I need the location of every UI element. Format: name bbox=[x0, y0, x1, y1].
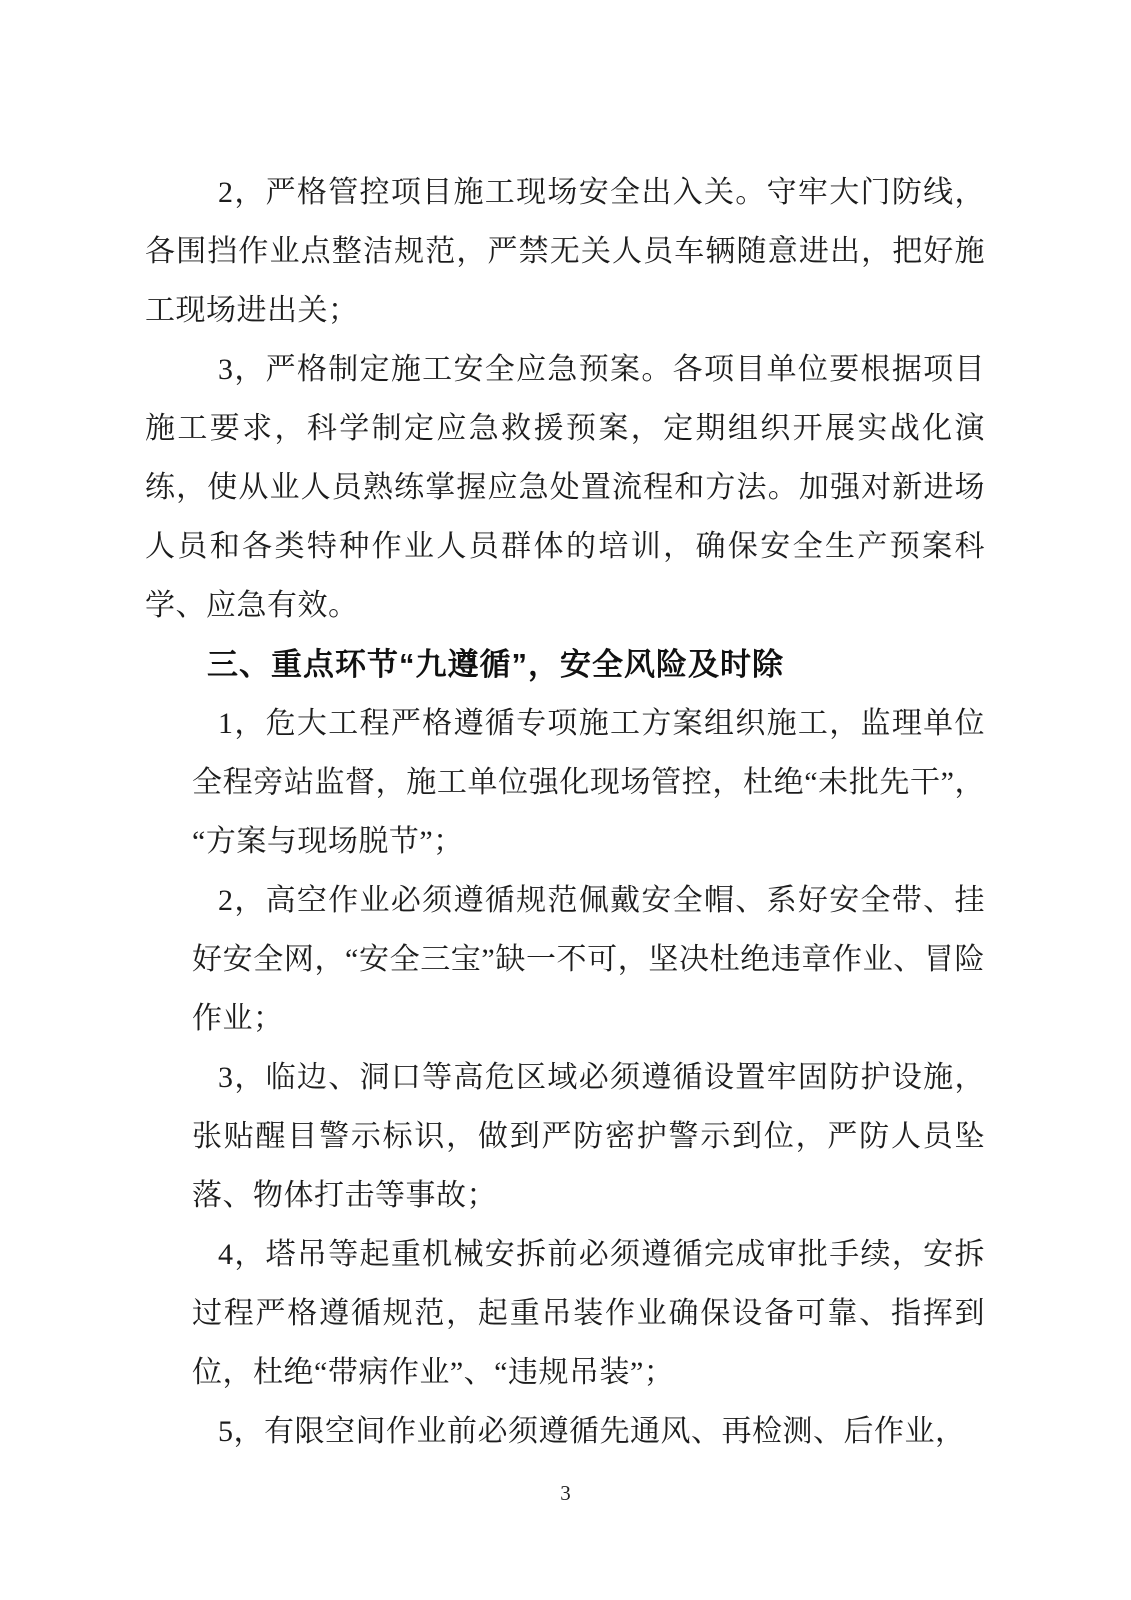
paragraph-emergency-plan: 3，严格制定施工安全应急预案。各项目单位要根据项目施工要求，科学制定应急救援预案，定期组织开展实战化演练，使从业人员熟练掌握应急处置流程和方法。加强对新进场人员和各类特种作业人员群体的培训，确保安全生产预案科学、应急有效。 bbox=[145, 353, 985, 622]
list-item-work-at-height: 2，高空作业必须遵循规范佩戴安全帽、系好安全带、挂好安全网，“安全三宝”缺一不可，坚决杜绝违章作业、冒险作业； bbox=[192, 884, 985, 1035]
page-number: 3 bbox=[560, 1481, 571, 1505]
section-heading-key-links: 三、重点环节“九遵循”，安全风险及时除 bbox=[207, 647, 784, 682]
list-item-confined-space: 5，有限空间作业前必须遵循先通风、再检测、后作业， bbox=[218, 1415, 966, 1448]
document-body bbox=[145, 163, 985, 1461]
paragraph-site-access-control: 2，严格管控项目施工现场安全出入关。守牢大门防线，各围挡作业点整洁规范，严禁无关人员车辆随意进出，把好施工现场进出关； bbox=[145, 176, 985, 327]
list-item-dangerous-projects: 1，危大工程严格遵循专项施工方案组织施工，监理单位全程旁站监督，施工单位强化现场管控，杜绝“未批先干”，“方案与现场脱节”； bbox=[192, 707, 985, 858]
list-item-edge-openings-protection: 3，临边、洞口等高危区域必须遵循设置牢固防护设施，张贴醒目警示标识，做到严防密护警示到位，严防人员坠落、物体打击等事故； bbox=[192, 1061, 985, 1212]
list-item-crane-installation: 4，塔吊等起重机械安拆前必须遵循完成审批手续，安拆过程严格遵循规范，起重吊装作业确保设备可靠、指挥到位，杜绝“带病作业”、“违规吊装”； bbox=[192, 1238, 985, 1389]
